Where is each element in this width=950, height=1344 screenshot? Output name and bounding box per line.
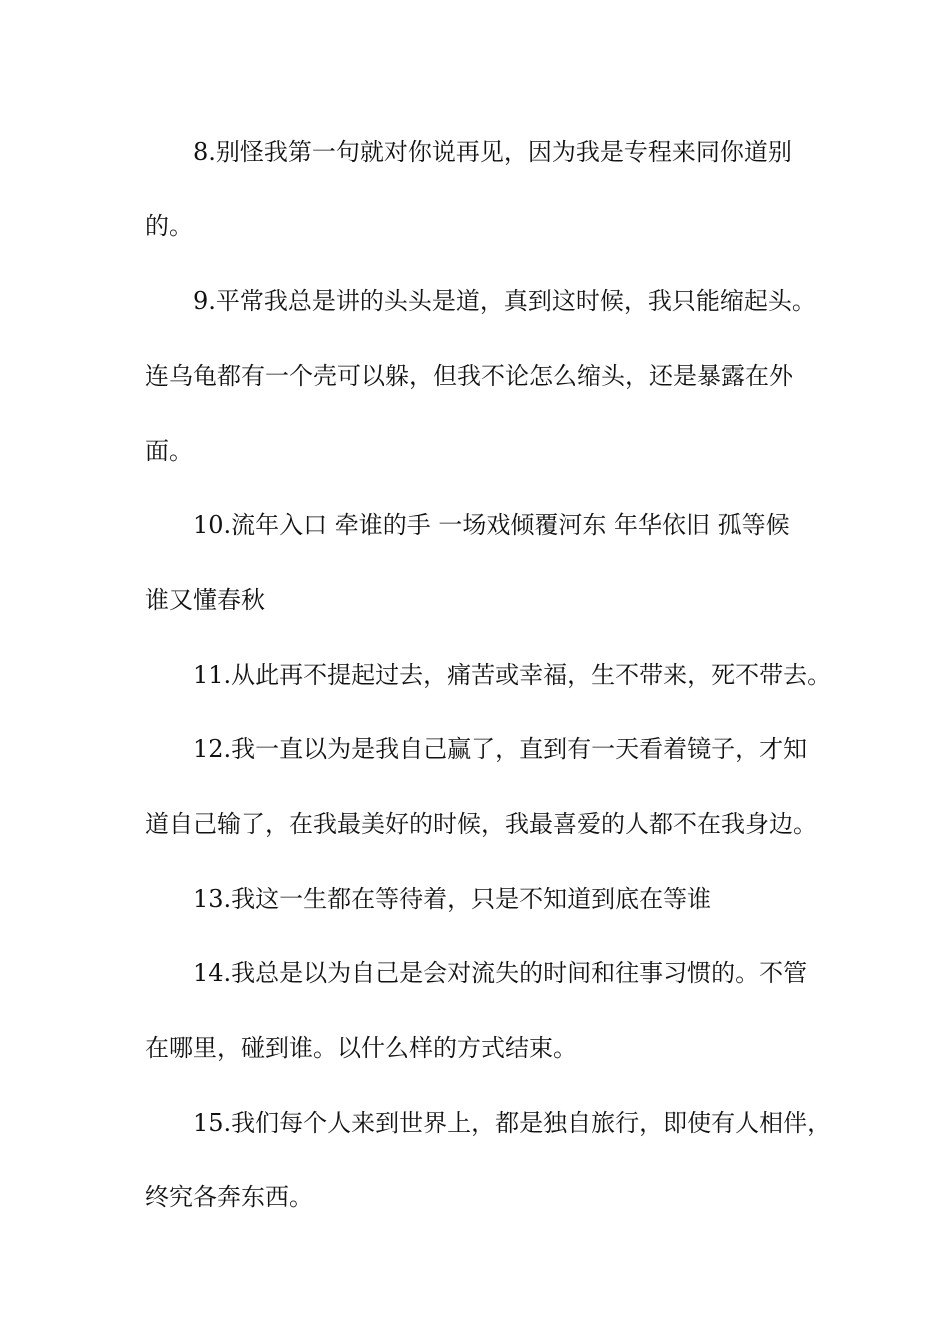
paragraph-10-line-2: 谁又懂春秋 (145, 586, 265, 614)
paragraph-15-line-2: 终究各奔东西。 (145, 1183, 313, 1211)
paragraph-9-line-3: 面。 (145, 437, 193, 465)
paragraph-13-line-1: 13.我这一生都在等待着，只是不知道到底在等谁 (193, 885, 712, 913)
paragraph-15-line-1: 15.我们每个人来到世界上，都是独自旅行，即使有人相伴， (193, 1109, 832, 1137)
paragraph-14-line-1: 14.我总是以为自己是会对流失的时间和往事习惯的。不管 (193, 959, 808, 987)
paragraph-9-line-1: 9.平常我总是讲的头头是道，真到这时候，我只能缩起头。 (193, 287, 816, 315)
paragraph-12-line-2: 道自己输了，在我最美好的时候，我最喜爱的人都不在我身边。 (145, 810, 817, 838)
paragraph-12-line-1: 12.我一直以为是我自己赢了，直到有一天看着镜子，才知 (193, 735, 808, 763)
paragraph-14-line-2: 在哪里，碰到谁。以什么样的方式结束。 (145, 1034, 577, 1062)
paragraph-8-line-2: 的。 (145, 212, 193, 240)
paragraph-8-line-1: 8.别怪我第一句就对你说再见，因为我是专程来同你道别 (193, 138, 792, 166)
paragraph-11-line-1: 11.从此再不提起过去，痛苦或幸福，生不带来，死不带去。 (193, 661, 832, 689)
paragraph-9-line-2: 连乌龟都有一个壳可以躲，但我不论怎么缩头，还是暴露在外 (145, 362, 793, 390)
paragraph-10-line-1: 10.流年入口 牵谁的手 一场戏倾覆河东 年华依旧 孤等候 (193, 511, 790, 539)
